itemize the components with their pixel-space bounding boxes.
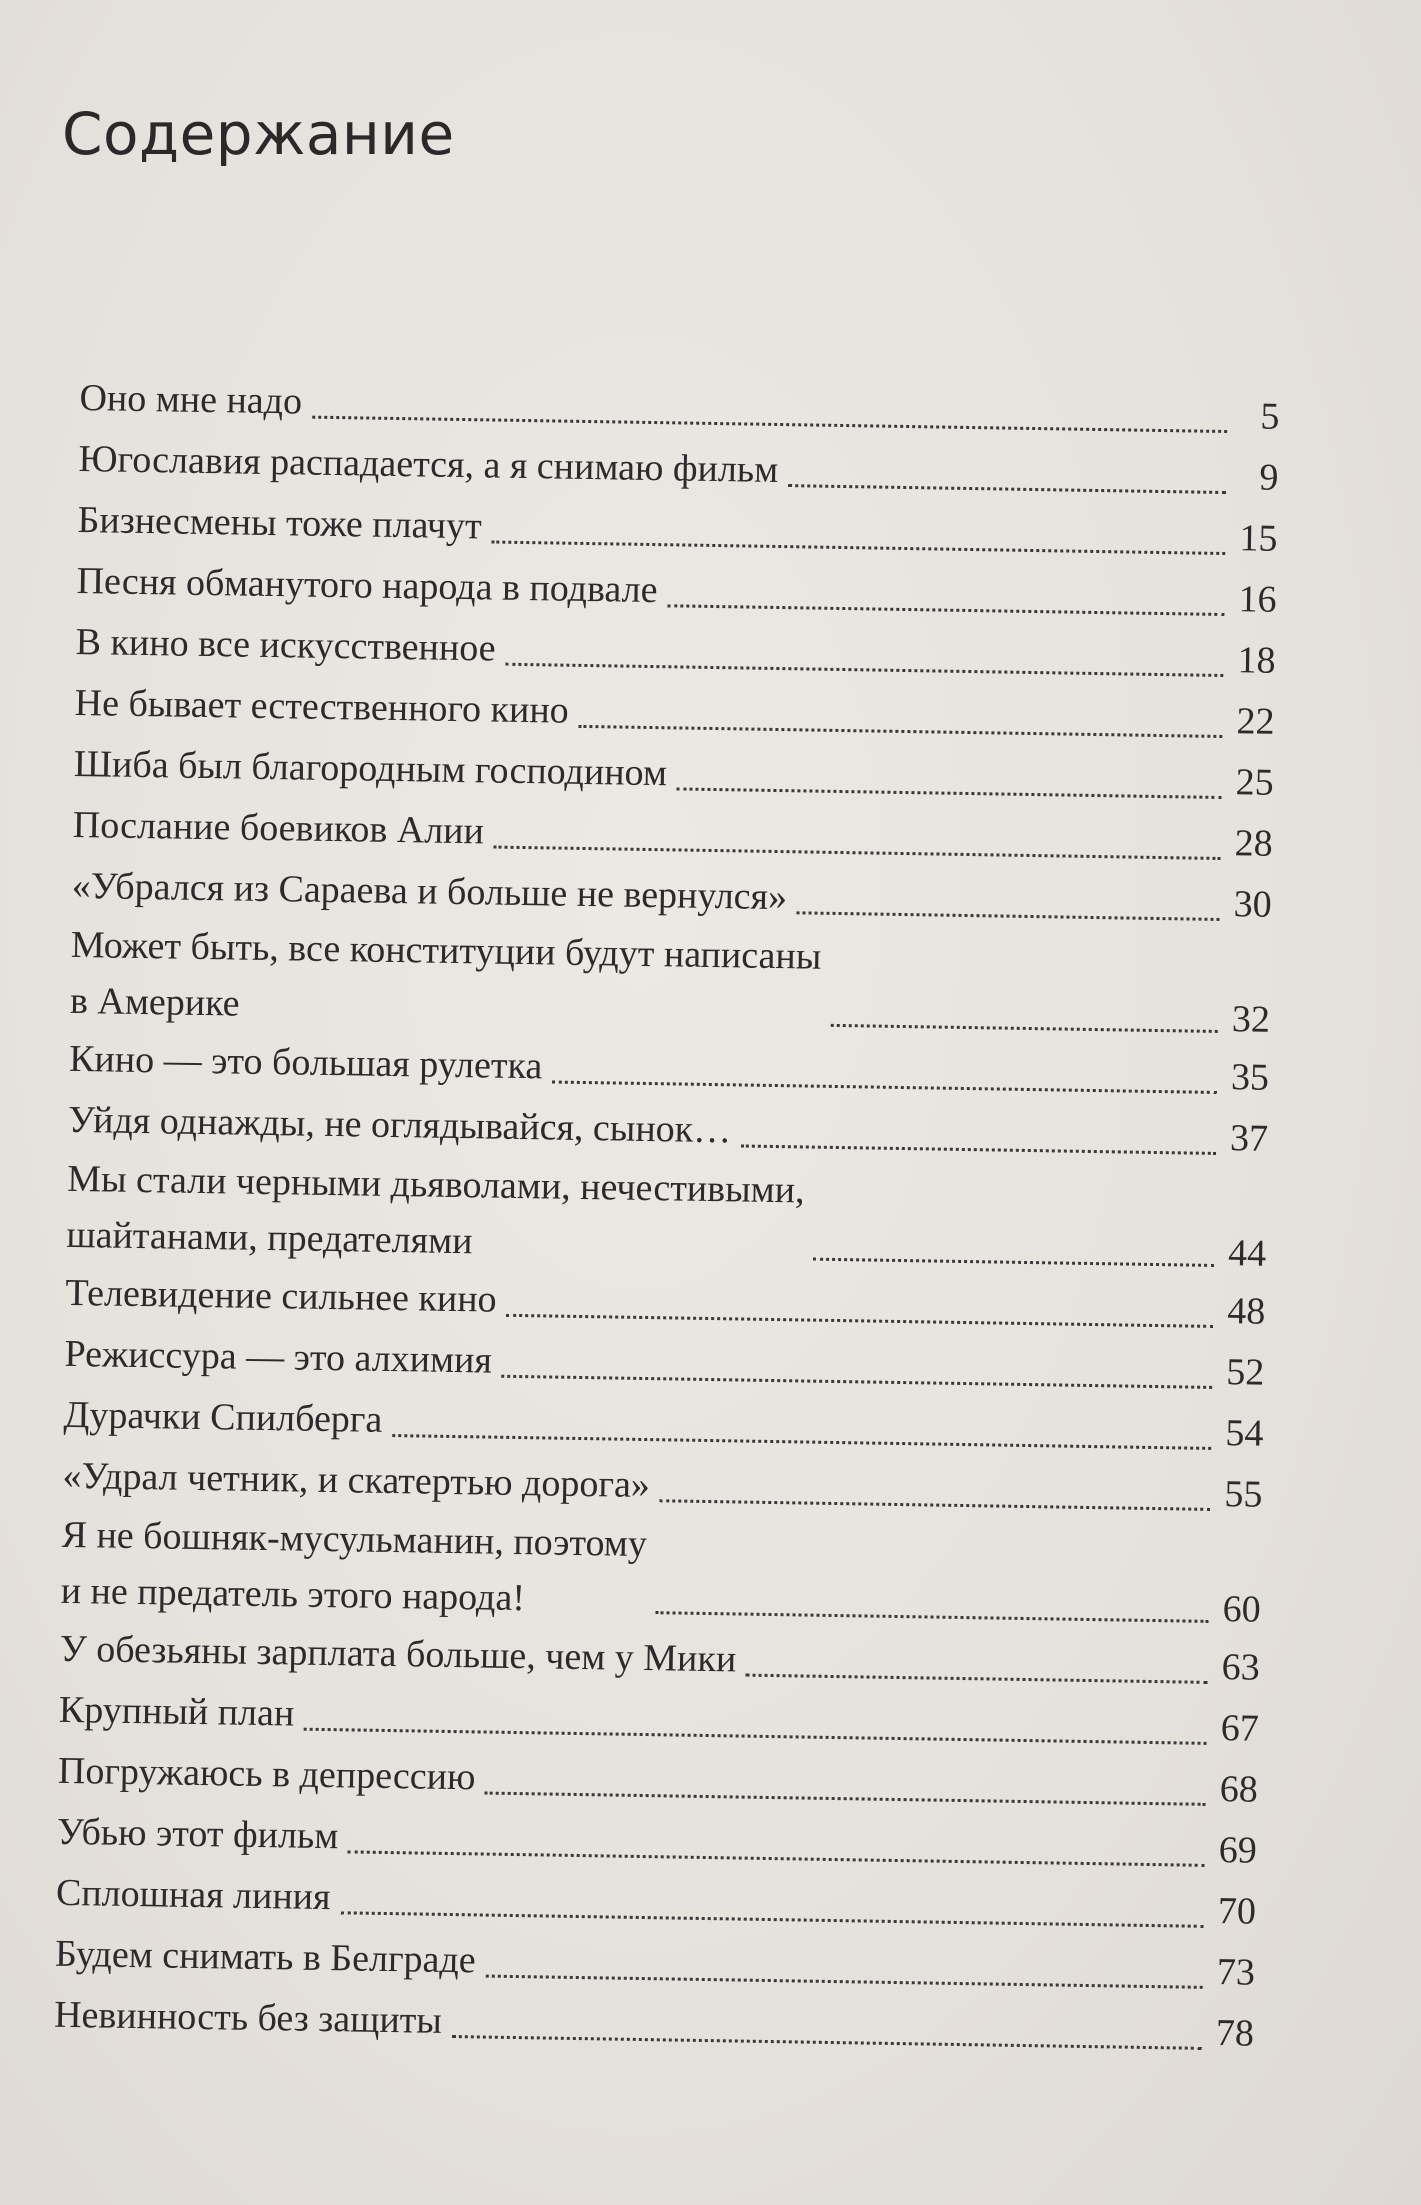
- dot-leader: [485, 1975, 1202, 1989]
- dot-leader: [392, 1434, 1211, 1450]
- toc-entry-title: Не бывает естественного кино: [74, 681, 570, 732]
- toc-entry-title: Послание боевиков Алии: [72, 803, 485, 853]
- toc-page-number: 30: [1233, 883, 1273, 926]
- dot-leader: [304, 1728, 1207, 1745]
- toc-page-number: 25: [1235, 761, 1274, 804]
- toc-entry-title: [70, 917, 822, 1041]
- toc-page-number: 22: [1236, 700, 1275, 743]
- dot-leader: [502, 1375, 1212, 1389]
- toc-entry-title: Дурачки Спилберга: [63, 1393, 383, 1441]
- toc-page-number: 67: [1220, 1707, 1260, 1750]
- toc-entry-title: Бизнесмены тоже плачут: [77, 498, 483, 548]
- dot-leader: [578, 725, 1222, 738]
- toc-page-number: 55: [1224, 1473, 1263, 1516]
- toc-entry-title: Убью этот фильм: [56, 1810, 339, 1858]
- dot-leader: [340, 1911, 1203, 1928]
- toc-page-number: 73: [1216, 1951, 1256, 1994]
- toc-entry-title-line2: шайтанами, предателями: [66, 1213, 473, 1263]
- toc-page-number: 60: [1222, 1588, 1261, 1631]
- toc-page-number: 68: [1219, 1768, 1259, 1811]
- toc-entry-title: Кино — это большая рулетка: [68, 1037, 543, 1088]
- toc-entry-title: «Удрал четник, и скатертью дорога»: [62, 1454, 651, 1507]
- toc-entry-title: Крупный план: [58, 1688, 295, 1735]
- toc-entry-title: В кино все искусственное: [75, 620, 496, 670]
- toc-entry-title: Песня обманутого народа в подвале: [76, 559, 658, 612]
- dot-leader: [746, 1674, 1208, 1684]
- toc-entry-title-line2: в Америке: [69, 979, 240, 1025]
- toc-entry: [70, 917, 1272, 1048]
- toc-entry-title: [60, 1507, 647, 1628]
- toc-page-number: 16: [1238, 578, 1277, 621]
- toc-page-number: 70: [1217, 1890, 1257, 1933]
- dot-leader: [494, 846, 1221, 860]
- toc-page-number: 37: [1229, 1117, 1269, 1160]
- dot-leader: [797, 911, 1220, 921]
- toc-page-number: 32: [1231, 998, 1271, 1041]
- dot-leader: [552, 1081, 1217, 1094]
- dot-leader: [491, 540, 1225, 555]
- table-of-contents: [54, 368, 1280, 2065]
- toc-entry-title: «Убрался из Сараева и больше не вернулся»: [71, 864, 788, 919]
- toc-entry-title: Телевидение сильнее кино: [65, 1271, 497, 1321]
- toc-entry-title: Оно мне надо: [79, 376, 303, 423]
- dot-leader: [667, 604, 1224, 616]
- toc-page-number: 48: [1226, 1290, 1266, 1333]
- toc-page-number: 9: [1259, 456, 1279, 499]
- toc-page-number: 54: [1225, 1412, 1264, 1455]
- toc-entry: [60, 1507, 1262, 1638]
- toc-entry-title: Сплошная линия: [55, 1871, 331, 1919]
- dot-leader: [741, 1144, 1216, 1154]
- toc-page-number: 18: [1237, 639, 1276, 682]
- toc-entry-title: Режиссура — это алхимия: [64, 1332, 493, 1382]
- toc-page-number: 35: [1230, 1056, 1270, 1099]
- dot-leader: [660, 1499, 1211, 1511]
- dot-leader: [452, 2035, 1202, 2050]
- toc-entry-title: Югославия распадается, а я снимаю фильм: [78, 437, 779, 491]
- dot-leader: [788, 484, 1226, 494]
- toc-page-number: 63: [1221, 1646, 1261, 1689]
- toc-page-number: 15: [1239, 517, 1278, 560]
- dot-leader: [506, 1314, 1213, 1328]
- toc-entry: [66, 1151, 1268, 1282]
- toc-entry-title: Невинность без защиты: [53, 1993, 443, 2042]
- toc-entry-title-line1: Может быть, все конституции будут написаны: [70, 923, 822, 978]
- toc-entry-title-line1: Мы стали черными дьяволами, нечестивыми,: [66, 1157, 805, 1212]
- toc-page-number: 5: [1260, 395, 1280, 438]
- toc-entry-title: Будем снимать в Белграде: [54, 1932, 476, 1982]
- dot-leader: [505, 663, 1223, 677]
- dot-leader: [677, 787, 1222, 799]
- toc-entry-title-line2: и не предатель этого народа!: [60, 1569, 526, 1620]
- dot-leader: [348, 1850, 1205, 1866]
- toc-entry-title-line1: Я не бошняк-мусульманин, поэтому: [61, 1513, 648, 1566]
- toc-page-number: 78: [1215, 2012, 1255, 2055]
- dot-leader: [830, 1024, 1217, 1033]
- toc-entry-title: У обезьяны зарплата больше, чем у Мики: [59, 1627, 737, 1681]
- toc-entry-title: Погружаюсь в депрессию: [57, 1749, 476, 1799]
- dot-leader: [485, 1792, 1205, 1806]
- page-title: Содержание: [62, 100, 455, 168]
- dot-leader: [656, 1611, 1209, 1623]
- toc-entry-title: [66, 1151, 805, 1275]
- toc-entry-title: Шиба был благородным господином: [73, 742, 668, 795]
- dot-leader: [813, 1258, 1214, 1267]
- toc-entry-title: Уйдя однажды, не оглядывайся, сынок…: [67, 1098, 732, 1152]
- toc-page-number: 69: [1218, 1829, 1258, 1872]
- toc-page-number: 52: [1226, 1351, 1265, 1394]
- dot-leader: [312, 416, 1227, 433]
- toc-page-number: 44: [1227, 1232, 1267, 1275]
- toc-page-number: 28: [1234, 822, 1274, 865]
